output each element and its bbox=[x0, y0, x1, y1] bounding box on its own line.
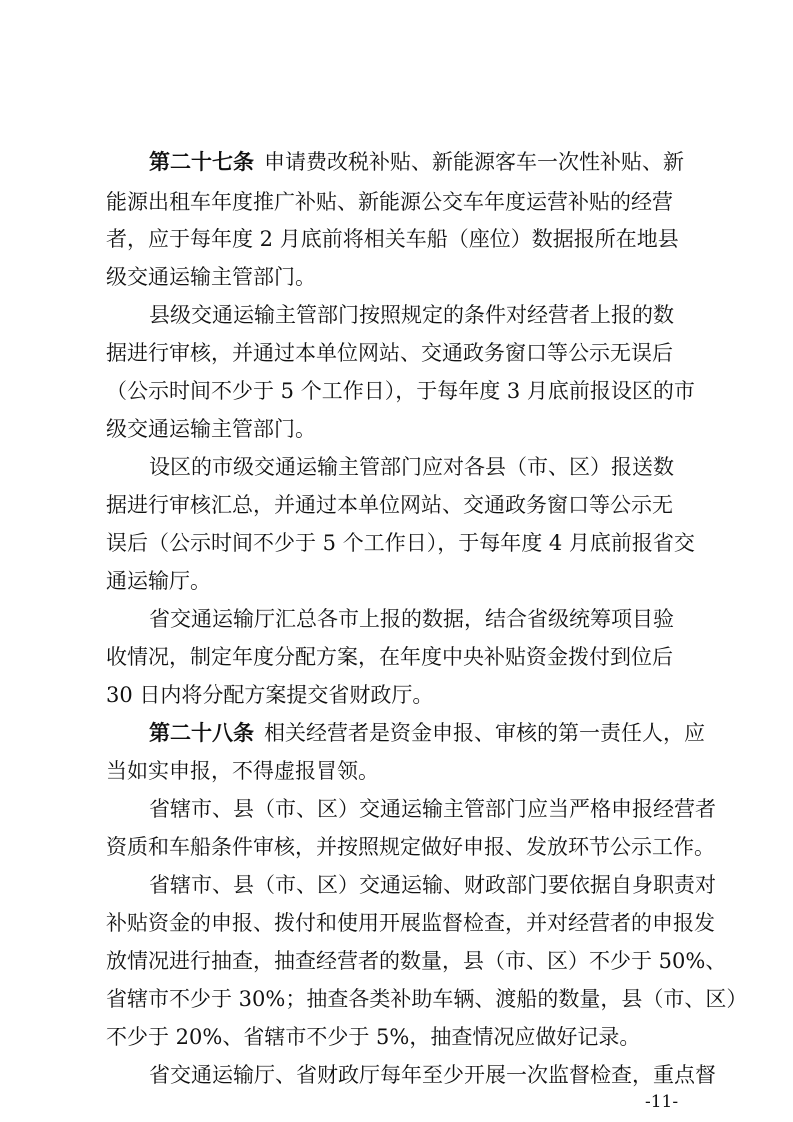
article-27-para3-line-3: 误后（公示时间不少于 5 个工作日），于每年度 4 月底前报省交 bbox=[106, 531, 695, 555]
article-28-para2-line-2: 资质和车船条件审核，并按照规定做好申报、发放环节公示工作。 bbox=[106, 835, 715, 859]
article-28-label: 第二十八条 bbox=[149, 720, 254, 745]
article-28-para3-line-4: 省辖市不少于 30%；抽查各类补助车辆、渡船的数量，县（市、区） bbox=[106, 987, 748, 1011]
article-28-line-1 bbox=[0, 721, 793, 745]
article-27-line-2: 能源出租车年度推广补贴、新能源公交车年度运营补贴的经营 bbox=[106, 190, 673, 214]
article-27-para4-line-1: 省交通运输厅汇总各市上报的数据，结合省级统筹项目验 bbox=[149, 607, 674, 631]
article-28-para2-line-1: 省辖市、县（市、区）交通运输主管部门应当严格申报经营者 bbox=[149, 797, 716, 821]
article-28-para3-line-2: 补贴资金的申报、拨付和使用开展监督检查，并对经营者的申报发 bbox=[106, 911, 715, 935]
article-28-para3-line-1: 省辖市、县（市、区）交通运输、财政部门要依据自身职责对 bbox=[149, 873, 716, 897]
article-27-para3-line-2: 据进行审核汇总，并通过本单位网站、交通政务窗口等公示无 bbox=[106, 493, 673, 517]
article-27-intro: 申请费改税补贴、新能源客车一次性补贴、新 bbox=[264, 150, 684, 174]
article-27-line-1 bbox=[0, 150, 793, 174]
article-27-para2-line-4: 级交通运输主管部门。 bbox=[106, 417, 316, 441]
article-27-para2-line-2: 据进行审核，并通过本单位网站、交通政务窗口等公示无误后 bbox=[106, 341, 673, 365]
article-28-para3-line-3: 放情况进行抽查，抽查经营者的数量，县（市、区）不少于 50%、 bbox=[106, 949, 727, 973]
article-27-para2-line-3: （公示时间不少于 5 个工作日），于每年度 3 月底前报设区的市 bbox=[106, 379, 695, 403]
article-27-para4-line-2: 收情况，制定年度分配方案，在年度中央补贴资金拨付到位后 bbox=[106, 645, 673, 669]
article-28-line-2: 当如实申报，不得虚报冒领。 bbox=[106, 759, 379, 783]
article-27-para4-line-3: 30 日内将分配方案提交省财政厅。 bbox=[106, 683, 434, 707]
article-28-para4-line-1: 省交通运输厅、省财政厅每年至少开展一次监督检查，重点督 bbox=[149, 1063, 716, 1087]
article-27-para2-line-1: 县级交通运输主管部门按照规定的条件对经营者上报的数 bbox=[149, 303, 674, 327]
article-27-line-4: 级交通运输主管部门。 bbox=[106, 265, 316, 289]
page-number: -11- bbox=[645, 1092, 679, 1112]
article-28-intro: 相关经营者是资金申报、审核的第一责任人，应 bbox=[264, 721, 705, 745]
article-27-line-3: 者，应于每年度 2 月底前将相关车船（座位）数据报所在地县 bbox=[106, 227, 679, 251]
article-27-para3-line-1: 设区的市级交通运输主管部门应对各县（市、区）报送数 bbox=[149, 455, 674, 479]
article-27-label: 第二十七条 bbox=[149, 149, 254, 174]
article-28-para3-line-5: 不少于 20%、省辖市不少于 5%，抽查情况应做好记录。 bbox=[106, 1025, 641, 1049]
article-27-para3-line-4: 通运输厅。 bbox=[106, 569, 211, 593]
